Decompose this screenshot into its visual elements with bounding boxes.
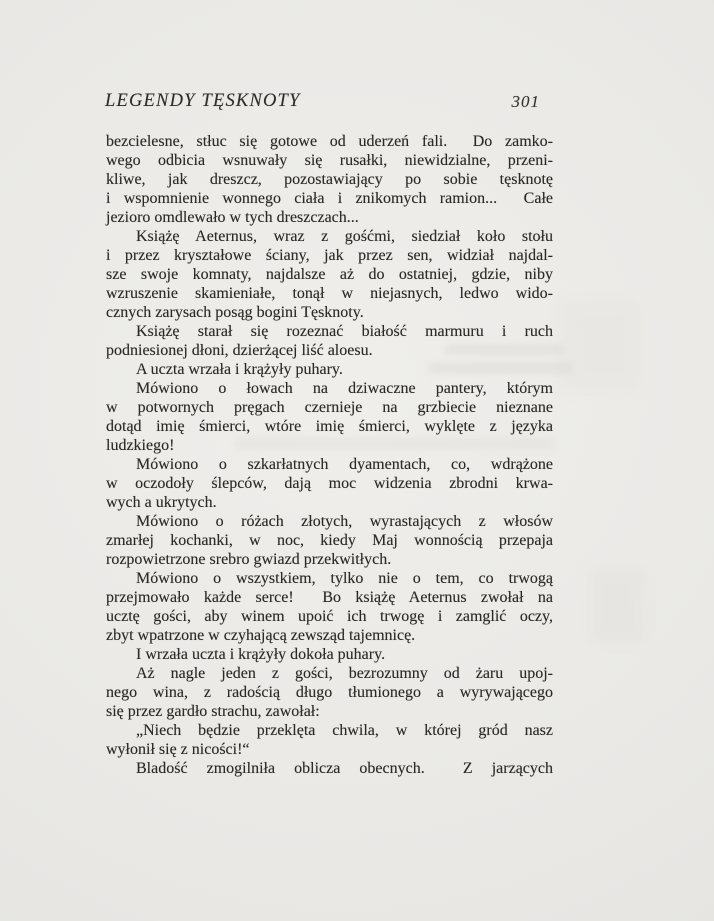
text-line: wzruszenie skamieniałe, tonął w niejasnych, ledwo wido- (106, 285, 553, 302)
text-line: wego odbicia wsnuwały się rusałki, niewidzialne, przeni- (106, 152, 553, 169)
text-line: zbyt wpatrzone w czyhającą zewsząd tajemnicę. (106, 627, 416, 644)
text-line: Mówiono o różach złotych, wyrastających z włosów (136, 513, 553, 530)
text-line: wyłonił się z nicości!“ (106, 741, 250, 758)
text-line: Mówiono o szkarłatnych dyamentach, co, wdrążone (136, 456, 553, 473)
text-line: ucztę gości, aby winem upoić ich trwogę i zamglić oczy, (106, 608, 553, 625)
text-line: cznych zarysach posąg bogini Tęsknoty. (106, 304, 364, 321)
text-line: w potwornych pręgach czernieje na grzbiecie nieznane (106, 399, 553, 416)
text-line: Mówiono o łowach na dziwaczne pantery, którym (136, 380, 553, 397)
text-line: i przez kryształowe ściany, jak przez sen, widział najdal- (106, 247, 553, 264)
page-number: 301 (511, 92, 540, 111)
text-line: ludzkiego! (106, 437, 175, 454)
text-line: wych a ukrytych. (106, 494, 217, 511)
text-block (106, 132, 553, 778)
text-line: zmarłej kochanki, w noc, kiedy Maj wonnością przepaja (106, 532, 553, 549)
text-line: I wrzała uczta i krążyły dokoła puhary. (136, 646, 386, 663)
text-line: nego wina, z radością długo tłumionego a wyrywającego (106, 684, 553, 701)
text-line: rozpowietrzone srebro gwiazd przekwitłych. (106, 551, 392, 568)
text-line: się przez gardło strachu, zawołał: (106, 703, 320, 720)
text-line: Mówiono o wszystkiem, tylko nie o tem, co trwogą (136, 570, 553, 587)
running-header (105, 91, 553, 115)
text-line: jezioro omdlewało w tych dreszczach... (106, 209, 359, 226)
text-line: w oczodoły ślepców, dają moc widzenia zbrodni krwa- (106, 475, 553, 492)
text-line: Książę starał się rozeznać białość marmuru i ruch (136, 323, 553, 340)
bleedthrough-smudge (590, 568, 645, 643)
text-line: podniesionej dłoni, dzierżącej liść aloesu. (106, 342, 373, 359)
text-line: przejmowało każde serce! Bo książę Aeternus zwołał na (106, 589, 553, 606)
text-line: A uczta wrzała i krążyły puhary. (136, 361, 343, 378)
text-line: bezcielesne, stłuc się gotowe od uderzeń fali. Do zamko- (106, 133, 553, 150)
text-line: kliwe, jak dreszcz, pozostawiający po sobie tęsknotę (106, 171, 553, 188)
bleedthrough-smudge (560, 300, 640, 390)
text-line: dotąd imię śmierci, wtóre imię śmierci, wyklęte z języka (106, 418, 553, 435)
text-line: Aż nagle jeden z gości, bezrozumny od żaru upoj- (136, 665, 553, 682)
text-line: sze swoje komnaty, najdalsze aż do ostatniej, gdzie, niby (106, 266, 553, 283)
text-line: Książę Aeternus, wraz z gośćmi, siedział koło stołu (136, 228, 553, 245)
text-line: i wspomnienie wonnego ciała i znikomych ramion... Całe (106, 190, 553, 207)
book-title-header: LEGENDY TĘSKNOTY (105, 91, 301, 111)
text-line: „Niech będzie przeklęta chwila, w której gród nasz (136, 722, 553, 739)
text-line: Bladość zmogilniła oblicza obecnych. Z jarzących (136, 760, 553, 777)
